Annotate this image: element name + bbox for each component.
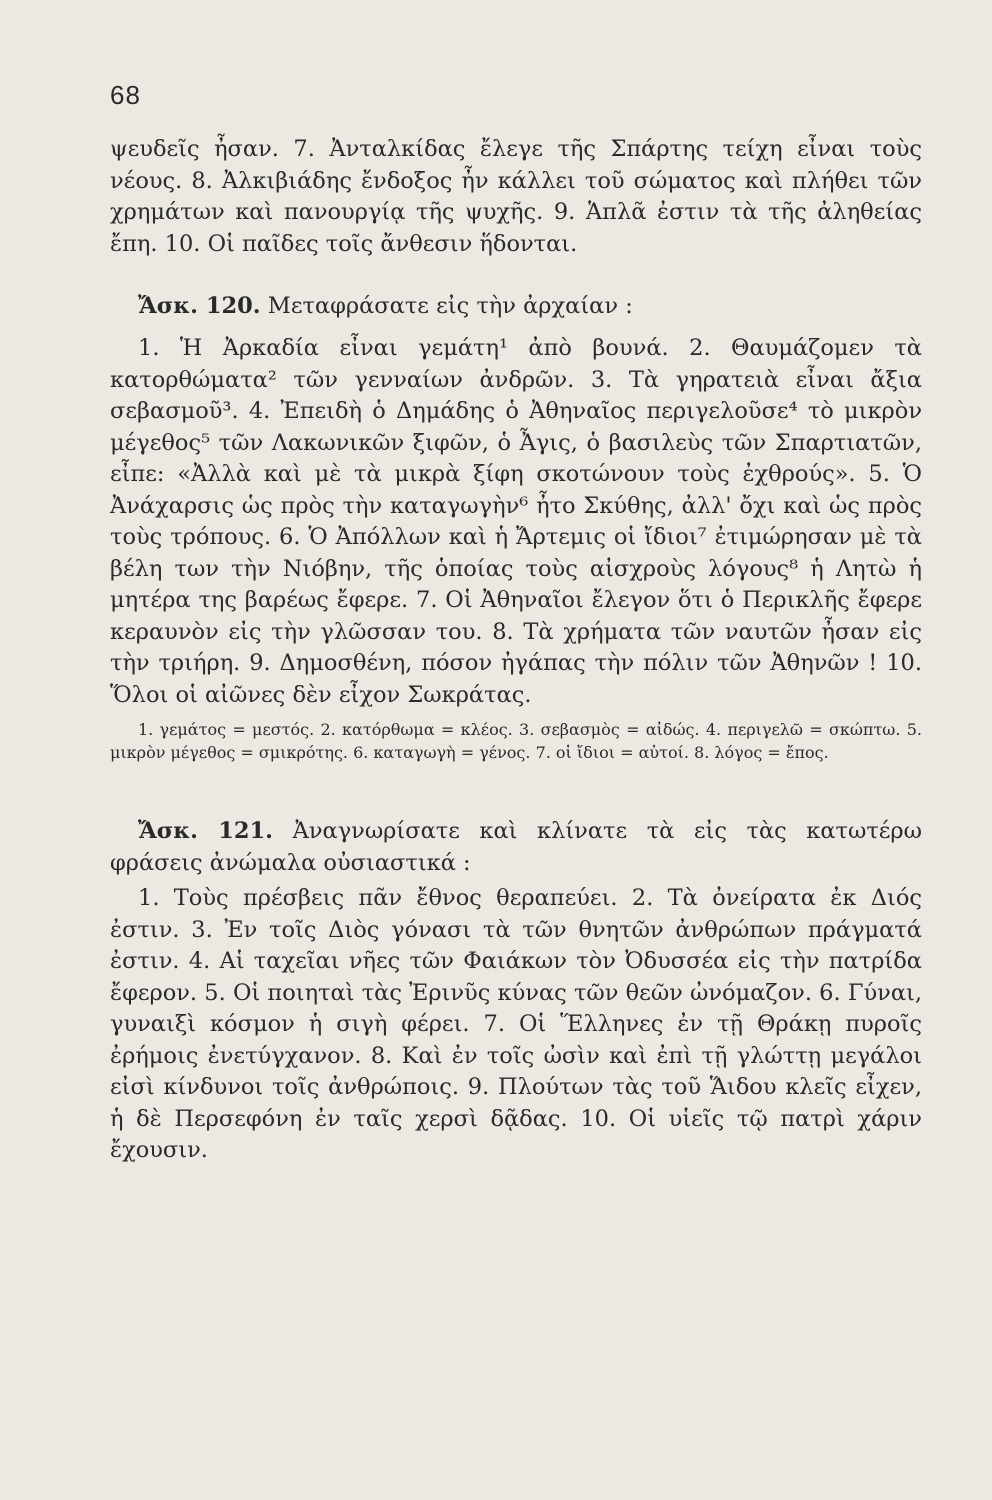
footnotes-text: 1. γεμάτος = μεστός. 2. κατόρθωμα = κλέος. 3. σεβασμὸς = αἰδώς. 4. περιγελῶ = σκώπτω. 5. μικρὸν μέγεθος = σμικρότης. 6. καταγωγὴ = γένος. 7. οἱ ἴδιοι = αὐτοί. 8. λόγος = ἔπος. — [110, 720, 922, 762]
exercise-120-instruction: Μεταφράσατε εἰς τὴν ἀρχαίαν : — [267, 293, 633, 319]
exercise-121-heading — [110, 816, 922, 879]
exercise-120-body — [110, 333, 922, 711]
exercise-120-label: Ἄσκ. 120. — [138, 293, 261, 319]
exercise-120-footnotes — [110, 718, 922, 764]
page-number: 68 — [110, 80, 141, 110]
exercise-121-label: Ἄσκ. 121. — [138, 818, 274, 844]
exercise-120-heading — [110, 291, 922, 323]
continued-paragraph — [110, 134, 922, 260]
continued-text: ψευδεῖς ἦσαν. 7. Ἀνταλκίδας ἔλεγε τῆς Σπάρτης τείχη εἶναι τοὺς νέους. 8. Ἀλκιβιάδης ἔνδοξος ἦν κάλλει τοῦ σώματος καὶ πλήθει τῶν χρημάτων καὶ πανουργίᾳ τῆς ψυχῆς. 9. Ἁπλᾶ ἐστιν τὰ τῆς ἀληθείας ἔπη. 10. Οἱ παῖδες τοῖς ἄνθεσιν ἥδονται. — [110, 136, 922, 257]
exercise-121-instruction: Ἀναγνωρίσατε καὶ κλίνατε τὰ εἰς τὰς κατωτέρω φράσεις ἀνώμαλα οὐσιαστικά : — [110, 818, 923, 876]
exercise-121-body — [110, 883, 922, 1167]
exercise-121-text: 1. Τοὺς πρέσβεις πᾶν ἔθνος θεραπεύει. 2. Τὰ ὀνείρατα ἐκ Διός ἐστιν. 3. Ἐν τοῖς Διὸς γόνασι τὰ τῶν θνητῶν ἀνθρώπων πράγματά ἐστιν. 4. Αἱ ταχεῖαι νῆες τῶν Φαιάκων τὸν Ὀδυσσέα εἰς τὴν πατρίδα ἔφερον. 5. Οἱ ποιηταὶ τὰς Ἐρινῦς κύνας τῶν θεῶν ὠνόμαζον. 6. Γύναι, γυναιξὶ κόσμον ἡ σιγὴ φέρει. 7. Οἱ Ἕλληνες ἐν τῇ Θράκῃ πυροῖς ἐρήμοις ἐνετύγχανον. 8. Καὶ ἐν τοῖς ὠσὶν καὶ ἐπὶ τῇ γλώττῃ μεγάλοι εἰσὶ κίνδυνοι τοῖς ἀνθρώποις. 9. Πλούτων τὰς τοῦ Ἅιδου κλεῖς εἶχεν, ἡ δὲ Περσεφόνη ἐν ταῖς χερσὶ δᾷδας. 10. Οἱ υἱεῖς τῷ πατρὶ χάριν ἔχουσιν. — [110, 885, 922, 1163]
exercise-120-text: 1. Ἡ Ἀρκαδία εἶναι γεμάτη¹ ἀπὸ βουνά. 2. Θαυμάζομεν τὰ κατορθώματα² τῶν γενναίων ἀνδρῶν. 3. Τὰ γηρατειὰ εἶναι ἄξια σεβασμοῦ³. 4. Ἐπειδὴ ὁ Δημάδης ὁ Ἀθηναῖος περιγελοῦσε⁴ τὸ μικρὸν μέγεθος⁵ τῶν Λακωνικῶν ξιφῶν, ὁ Ἆγις, ὁ βασιλεὺς τῶν Σπαρτιατῶν, εἶπε: «Ἀλλὰ καὶ μὲ τὰ μικρὰ ξίφη σκοτώνουν τοὺς ἐχθρούς». 5. Ὁ Ἀνάχαρσις ὡς πρὸς τὴν καταγωγὴν⁶ ἦτο Σκύθης, ἀλλ' ὄχι καὶ ὡς πρὸς τοὺς τρόπους. 6. Ὁ Ἀπόλλων καὶ ἡ Ἄρτεμις οἱ ἴδιοι⁷ ἐτιμώρησαν μὲ τὰ βέλη των τὴν Νιόβην, τῆς ὁποίας τοὺς αἰσχροὺς λόγους⁸ ἡ Λητὼ ἡ μητέρα της βαρέως ἔφερε. 7. Οἱ Ἀθηναῖοι ἔλεγον ὅτι ὁ Περικλῆς ἔφερε κεραυνὸν εἰς τὴν γλῶσσαν του. 8. Τὰ χρήματα τῶν ναυτῶν ἦσαν εἰς τὴν τριήρη. 9. Δημοσθένη, πόσον ἠγάπας τὴν πόλιν τῶν Ἀθηνῶν ! 10. Ὅλοι οἱ αἰῶνες δὲν εἶχον Σωκράτας. — [110, 335, 922, 708]
